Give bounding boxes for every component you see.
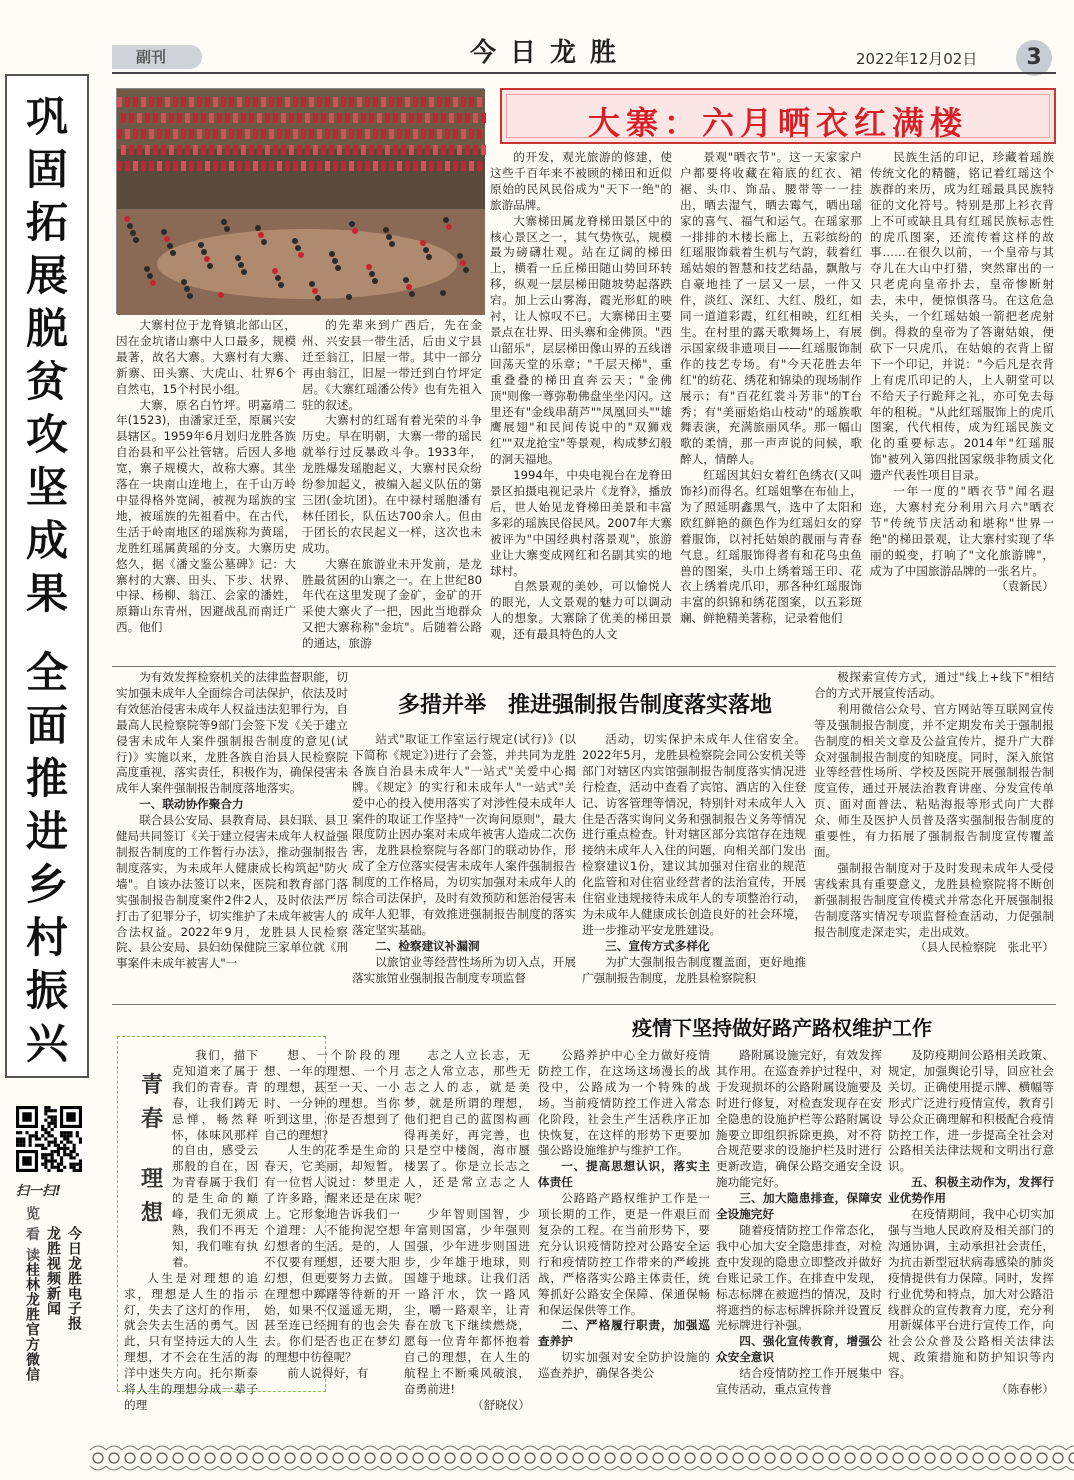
byline: （县人民检察院 张北平） [914, 940, 1054, 955]
article1-col3 [490, 150, 672, 662]
paragraph: 一年一度的"晒衣节"闻名遐迩，大寨村充分利用六月六"晒衣节"传统节庆活动和堪称"世界一绝"的梯田景观，让大寨村实现了华丽的蜕变，打响了"文化旅游牌"，成为了中国旅游品牌的一张名片。 [870, 484, 1054, 578]
article3-col1 [124, 1048, 258, 1412]
read-label: 览 看 读 [24, 1206, 40, 1263]
paragraph: 想、一个阶段的理想、一年的理想、一个月的理想，甚至一天、一小时、一分钟的理想。当你听到这里，你是否想到了自己的理想？ [264, 1048, 400, 1142]
paragraph: 人生的花季是生命的春天，它美丽，却短暂。有一位哲人说过：梦里走了许多路，醒来还是在床上。它形象地告诉我们一个道理：人不能拘泥空想幻想者的生活。是的，人不仅要有理想，还要大胆幻想，但更要努力去做。在理想中踯躇等待新的开始，如果不仅遥遥无期，甚至连已经拥有的也会失去。你们是否也正在梦幻的理想中彷徨呢？ [264, 1143, 400, 1365]
masthead-title: 今日龙胜 [470, 38, 631, 68]
paragraph: 为有效发挥检察机关的法律监督职能，切实加强未成年人全面综合司法保护，依法及时有效惩治侵害未成年人权益违法犯罪行为，自最高人民检察院等9部门会签下发《关于建立侵害未成年人案件强制报告制度的意见(试行)》实施以来，龙胜各族自治县人民检察院高度重视，落实责任，积极作为，确保侵害未成年人案件强制报告制度落地落实。 [116, 670, 348, 796]
slogan-char: 巩 [25, 92, 68, 141]
slogan-line-2 [7, 646, 87, 1070]
paragraph: 及防疫期间公路相关政策、规定，加强舆论引导，回应社会关切。正确使用提示牌、横幅等形式广泛进行疫情宣传，教育引导公众正确理解和积极配合疫情防控工作，进一步提高全社会对公路相关法律法规和文明出行意识。 [888, 1048, 1054, 1174]
article4-col1 [538, 1048, 710, 1438]
paragraph: 在疫情期间，我中心切实加强与当地人民政府及相关部门的沟通协调，主动承担社会责任，为抗击新型冠状病毒感染的肺炎疫情提供有力保障。同时，发挥行业优势和特点，加大对公路沿线群众的宣传教育力度，充分利用新媒体平台进行宣传工作，向社会公众普及公路相关法律法规、政策措施和防护知识等内容。 [888, 1207, 1054, 1381]
page-number: 3 [1016, 40, 1052, 76]
article2-col4 [814, 670, 1054, 1000]
paragraph: 志之人立长志，无志之人常立志，那些无志之人的志，就是美梦，就是所谓的理想，他们把自己的蓝图构画得再美好，再完善，也只是空中楼阁，海市蜃楼罢了。你是立长志之人，还是常立志之人呢？ [404, 1048, 530, 1206]
paragraph: 大寨在旅游业未开发前，是龙胜最贫困的山寨之一。在上世纪80年代在这里发现了金矿，金矿的开采使大寨火了一把，因此当地群众又把大寨称称"金坑"。后随着公路的通达，旅游 [302, 556, 482, 651]
qr-code-icon [16, 1106, 82, 1172]
paragraph: 前人说得好，有 [287, 1366, 369, 1381]
article4-col2 [716, 1048, 882, 1438]
paragraph: 强制报告制度对于及时发现未成年人受侵害线索具有重要意义，龙胜县检察院将不断创新强制报告制度宣传模式并常态化开展强制报告制度落实情况专项监督检查活动，力促强制报告制度走深走实，走出成效。 [814, 860, 1054, 939]
subheading: 三、宣传方式多样化 [605, 938, 710, 953]
slogan-char: 攻 [25, 410, 68, 459]
paragraph: 大寨村位于龙脊镇北部山区，因在金坑诸山寨中人口最多，规模最著，故名大寨。大寨村有大寨、新寨、田头寨、大虎山、壮界6个自然屯，15个村民小组。 [116, 318, 296, 396]
subheading: 五、积极主动作为，发挥行业优势作用 [888, 1175, 1054, 1206]
paragraph: 极探索宣传方式，通过"线上+线下"相结合的方式开展宣传活动。 [814, 670, 1054, 700]
decorative-border [90, 1440, 1066, 1476]
slogan-char: 果 [25, 569, 68, 618]
paragraph: 红瑶因其妇女着红色绣衣(又叫饰衫)而得名。红瑶姐擎在布仙上，为了照延明鑫黑气，选中了太阳和欧红鲜艳的颜色作为红瑶妇女的穿着服饰，以衬托姑娘的靓丽与青春气息。红瑶服饰得者有和花鸟虫鱼兽的图案，头巾上绣着瑶王印、花衣上绣着虎爪印，那各种红瑶服饰丰富的织锦和绣花图案，以五彩斑斓、鲜艳精美著称，记录着他们 [680, 468, 862, 626]
article1-col2 [302, 318, 482, 662]
article2-col1 [116, 670, 348, 1000]
subheading: 四、强化宣传教育，增强公众安全意识 [716, 1334, 882, 1365]
subheading: 一、联动协作聚合力 [139, 797, 244, 812]
scan-label: 扫一扫! [16, 1184, 61, 1199]
paragraph: 人生是对理想的追求，理想是人生的指示灯，失去了这灯的作用，就会失去生活的勇气。因此，只有坚持远大的人生理想，才不会在生活的海洋中迷失方向。托尔斯泰将人生的理想分成一辈子的理 [124, 1270, 258, 1412]
paragraph: 景观"晒衣节"。这一天家家户户都要将收藏在箱底的红衣、裙裾、头巾、饰品、腰带等一一挂出，晒去湿气，晒去霉气，晒出瑶家的喜气、福气和运气。在瑶家那一排排的木楼长廊上，五彩缤纷的红瑶服饰载着生机与气韵，载着红瑶姑娘的智慧和技艺结晶，飘散与自豪地挂了一层又一层，一件又件，淡红、深红、大红、殷红，如同一道道彩霞，红红相映，红红相生。在村里的露天歌舞场上，有展示国家级非遗项目——红瑶服饰制作的技艺专场。有"今天花胜去年红"的纺花、绣花和锦染的现场制作展示；有"百花红裳斗芳菲"的T台秀；有"美丽焰焰山枝动"的瑶族歌舞表演，充满旅丽风华。那一幅山歌的柔情，那一声声说的问候，歌醉人，情醉人。 [680, 150, 862, 467]
subheading: 三、加大隐患排查，保障安全设施完好 [716, 1191, 882, 1222]
slogan-char: 脱 [25, 304, 68, 353]
paragraph: 民族生活的印记，珍藏着瑶族传统文化的精髓，铭记着红瑶这个族群的来历，成为红瑶最具民族特征的文化符号。特别是那上衫衣背上不可或缺且具有红瑶民族标志性的虎爪图案，还流传着这样的故事……在很久以前，一个皇帝与其夺儿在大山中打猎，突然窜出的一只老虎向皇帝扑去，皇帝惨断射去，未中，便惊惧落马。在这危急关头，一个红瑶姑娘一箭把老虎射倒。得救的皇帝为了答谢姑娘，便砍下一只虎爪，在姑娘的衣背上留下一个印记，并说："今后凡是衣背上有虎爪印记的人，上人朝堂可以不给天子行跪拜之礼，亦可免去每年的租税。"从此红瑶服饰上的虎爪图案，代代相传，成为红瑶民族文化的重要标志。2014年"红瑶服饰"被列入第四批国家级非物质文化遗产代表性项目目录。 [870, 150, 1054, 483]
paragraph: 我们，描下克知道来了属于我们的青春。青春，让我们踌无忌惮，畅然释怀，体味风那样的自由，感受云那般的自在，因为青春属于我们的是生命的巅峰，我们无须成熟，我们不再无知，我们唯有执着。 [172, 1048, 258, 1269]
slogan-char: 坚 [25, 463, 68, 512]
slogan-box [5, 74, 89, 1078]
article2-col3 [582, 732, 806, 1000]
slogan-char: 全 [25, 648, 68, 697]
slogan-char: 固 [25, 145, 68, 194]
paragraph: 的先辈来到广西后，先在金州、兴安县一带生活，后由义宁县迁至翁江，旧屋一带。其中一部分再由翁江，旧屋一带迁到白竹坪定居。《大寨红瑶潘公传》也有先祖入驻的叙述。 [302, 318, 482, 412]
slogan-char: 拓 [25, 198, 68, 247]
paragraph: 少年智则国智，少年富则国富，少年强则国强，少年进步则国进步，少年雄于地球，则国雄于地球。让我们活一路汗水，饮一路风尘，嚼一路艰辛，让青春在放飞下继续燃烧，愿每一位青年都怀抱着自己的理想，在人生的航程上不断乘风破浪，奋勇前进! [404, 1207, 530, 1397]
article1-banner [500, 88, 1056, 144]
paragraph: 的开发，观光旅游的修建，使这些千百年来不被顾的梯田和近似原始的民风民俗成为"天下一绝"的旅游品牌。 [490, 150, 672, 212]
wechat-label: 桂林龙胜官方微信 [24, 1262, 40, 1382]
article1-col4 [680, 150, 862, 662]
slogan-char: 成 [25, 516, 68, 565]
byline: （陈春彬） [996, 1382, 1054, 1397]
paragraph: 路附属设施完好，有效发挥其作用。在巡查养护过程中，对于发现损坏的公路附属设施要及时进行修复，对检查发现存在安全隐患的设施护栏等公路附属设施要立即组织拆除更换，对不符合规范要求的设施护栏及时进行更新改造，确保公路交通安全设施功能完好。 [716, 1048, 882, 1190]
paragraph: 大寨村的红瑶有着光荣的斗争历史。早在明朝，大寨一带的瑶民就举行过反暴政斗争。1933年，龙胜爆发瑶胞起义，大寨村民众纷纷参加起义，被编入起义队伍的第三团(金坑团)。在中禄村瑶胞潘有林任团长，队伍达700余人。但由于团长的农民起义一样，这次也未成功。 [302, 413, 482, 555]
paragraph: 公路路产路权维护工作是一项长期的工作，更是一件艰巨而复杂的工程。在当前形势下，要充分认识疫情防控对公路安全运行和疫情防控工作带来的严峻挑战，严格落实公路主体责任，统筹抓好公路安全保障、保通保畅和保运保供等工作。 [538, 1191, 710, 1317]
slogan-char: 振 [25, 966, 68, 1015]
subheading: 二、检察建议补漏洞 [375, 938, 480, 953]
byline: （舒晓仪） [472, 1397, 530, 1412]
slogan-line-1 [7, 90, 87, 620]
paragraph: 利用微信公众号、官方网站等互联网宣传等及强制报告制度，并不定期发布关于强制报告制度的相关文章及公益宣传片，提升广大群众对强制报告制度的知晓度。同时，深入旅馆业等经营性场所、学校及医院开展强制报告制度宣传，通过开展法治教育讲座、分发宣传单页、面对面普法、粘贴海报等形式向广大群众、师生及医护人员普及落实强制报告制度的重要性，有力拓展了强制报告制度宣传覆盖面。 [814, 701, 1054, 859]
paragraph: 大寨，原名白竹坪。明嘉靖二年(1523)，由潘家迁至，原属兴安县辖区。1959年6月划归龙胜各族自治县和平公社管辖。后因人多地宽，寨子规模大，故称大寨。其坐落在一块南山连地上，在千山万岭中显得格外宽阔，被视为瑶族的宝地，被瑶族的先祖看中。在古代，生活于岭南地区的瑶族称为黄瑶，龙胜红瑶属黄瑶的分支。大寨历史悠久，据《潘文鉴公墓碑》记：大寨村的大寨、田头、下步、状界、中禄、杨柳、翁江、会家的潘姓，原籍山东青州，因避战乱而南迁广西。他们 [116, 397, 296, 635]
festival-photo [116, 88, 484, 314]
paragraph: 站式"取证工作室运行规定(试行)》(以下简称《规定》)进行了会签，并共同为龙胜各族自治县未成年人"一站式"关爱中心揭牌。《规定》的实行和未成年人"一站式"关爱中心的投入使用落实了对涉性侵未成年人案件的取证工作坚持"一次询问原则"，最大限度防止因办案对未成年被害人造成二次伤害，龙胜县检察院与各部门的联动协作，形成了全方位落实侵害未成年人案件强制报告制度的工作格局，为切实加强对未成年人的综合司法保护，及时有效预防和惩治侵害未成年人犯罪，有效推进强制报告制度的落实落定坚实基础。 [352, 732, 576, 937]
article1-title: 大寨：六月晒衣红满楼 [587, 104, 968, 142]
paragraph: 切实加强对安全防护设施的巡查养护，确保各类公 [538, 1350, 710, 1381]
slogan-char: 进 [25, 807, 68, 856]
slogan-char: 面 [25, 701, 68, 750]
slogan-char: 兴 [25, 1019, 68, 1068]
paragraph: 联合县公安局、县教育局、县妇联、县卫健局共同签订《关于建立侵害未成年人权益强制报告制度的工作暂行办法》，推动强制报告制度落实，为未成年人健康成长构筑起"防火墙"。自该办法签订以来，医院和教育部门落实强制报告制度案件2件2人，及时依法严厉打击了犯罪分子，切实维护了未成年被害人的合法权益。2022年9月，龙胜县人民检察院、县公安局、县妇幼保健院三家单位就《刑事案件未成年被害人"一 [116, 813, 348, 971]
paragraph: 公路养护中心全力做好疫情防控工作，在这场这场漫长的战役中，公路成为一个特殊的战场。当前疫情防控工作进入常态化阶段，社会生产生活秩序正加快恢复，在这样的形势下更要加强公路设施维护与维护工作。 [538, 1048, 710, 1158]
slogan-char: 展 [25, 251, 68, 300]
slogan-char: 推 [25, 754, 68, 803]
article1-col1 [116, 318, 296, 662]
paragraph: 活动，切实保护未成年人住宿安全。2022年5月，龙胜县检察院会同公安机关等部门对辖区内宾馆强制报告制度落实情况进行检查，活动中查看了宾馆、酒店的入住登记、访客管理等情况，特别针对未成年人入住是否落实询问义务和强制报告义务等情况进行重点检查。针对辖区部分宾馆存在违规接纳未成年人入住的问题，向相关部门发出检察建议1份，建议其加强对住宿业的规范化监管和对住宿业经营者的法治宣传，开展住宿业违规接待未成年人的专项整治行动，为未成年人健康成长创造良好的社会环境，进一步推动平安龙胜建设。 [582, 732, 806, 937]
subheading: 一、提高思想认识，落实主体责任 [538, 1159, 710, 1190]
article3-col3 [404, 1048, 530, 1412]
byline: （袁新民） [996, 579, 1054, 594]
video-news-label: 龙胜视频新闻 [45, 1226, 61, 1316]
paragraph: 结合疫情防控工作开展集中宣传活动，重点宣传普 [716, 1366, 882, 1397]
article2-title: 多措并举 推进强制报告制度落实落地 [398, 692, 773, 718]
paragraph: 以旅馆业等经营性场所为切入点，开展落实旅馆业强制报告制度专项监督 [352, 954, 576, 985]
paragraph: 自然景观的美妙，可以愉悦人的眼光，人文景观的魅力可以调动人的想象。大寨除了优美的梯田景观，还有最具特色的人文 [490, 579, 672, 642]
paragraph: 随着疫情防控工作常态化，我中心加大安全隐患排查，对检查中发现的隐患立即整改并做好台账记录工作。在排查中发现，标志标牌在被遮挡的情况，及时将遮挡的标志标牌拆除并设置反光标牌进行补强。 [716, 1222, 882, 1333]
issue-date: 2022年12月02日 [856, 50, 978, 68]
article2-col2 [352, 732, 576, 1000]
header-rule [112, 72, 1056, 74]
section-tag: 副刊 [112, 45, 202, 69]
slogan-char: 贫 [25, 357, 68, 406]
divider [112, 666, 1056, 667]
subheading: 二、严格履行职责，加强巡查养护 [538, 1318, 710, 1349]
article3-title-text: 青 春 理 想 [140, 1072, 163, 1226]
article4-col3 [888, 1048, 1054, 1438]
paragraph: 1994年，中央电视台在龙脊田景区拍摄电视记录片《龙脊》，播放后，世人始见龙脊梯田美景和丰富多彩的瑶族民俗民风。2007年大寨被评为"中国经典村落景观"，旅游业让大寨变成网红和名副其实的地球村。 [490, 468, 672, 578]
slogan-char: 村 [25, 913, 68, 962]
paragraph: 大寨梯田属龙脊梯田景区中的核心景区之一，其气势恢弘，规模最为磅礴壮观。站在辽阔的梯田上，横看一丘丘梯田随山势回环转移，纵观一层层梯田随坡势起落跌宕。加上云山雾海，霞光形虹的映衬，让人惊叹不已。大寨梯田主要景点在壮界、田头寨和金佛顶。"西山韶乐"，层层梯田像山界的五线谱回荡天堂的乐章；"千层天梯"，重重叠叠的梯田直奔云天；"金佛顶"则像一尊弥勒佛盘坐坐闪闪。这里还有"金线串葫芦""凤凰回头""雄鹰展翅"和民间传说中的"双狮戏红""双龙抢宝"等景观，构成梦幻般的洞天福地。 [490, 213, 672, 467]
article3-col2 [264, 1048, 400, 1388]
divider [112, 1004, 1056, 1005]
e-paper-label: 今日龙胜电子报 [66, 1226, 82, 1331]
article1-col5 [870, 150, 1054, 662]
paragraph: 为扩大强制报告制度覆盖面，更好地推广强制报告制度，龙胜县检察院积 [582, 954, 806, 985]
article4-title: 疫情下坚持做好路产路权维护工作 [632, 1016, 932, 1040]
slogan-char: 乡 [25, 860, 68, 909]
